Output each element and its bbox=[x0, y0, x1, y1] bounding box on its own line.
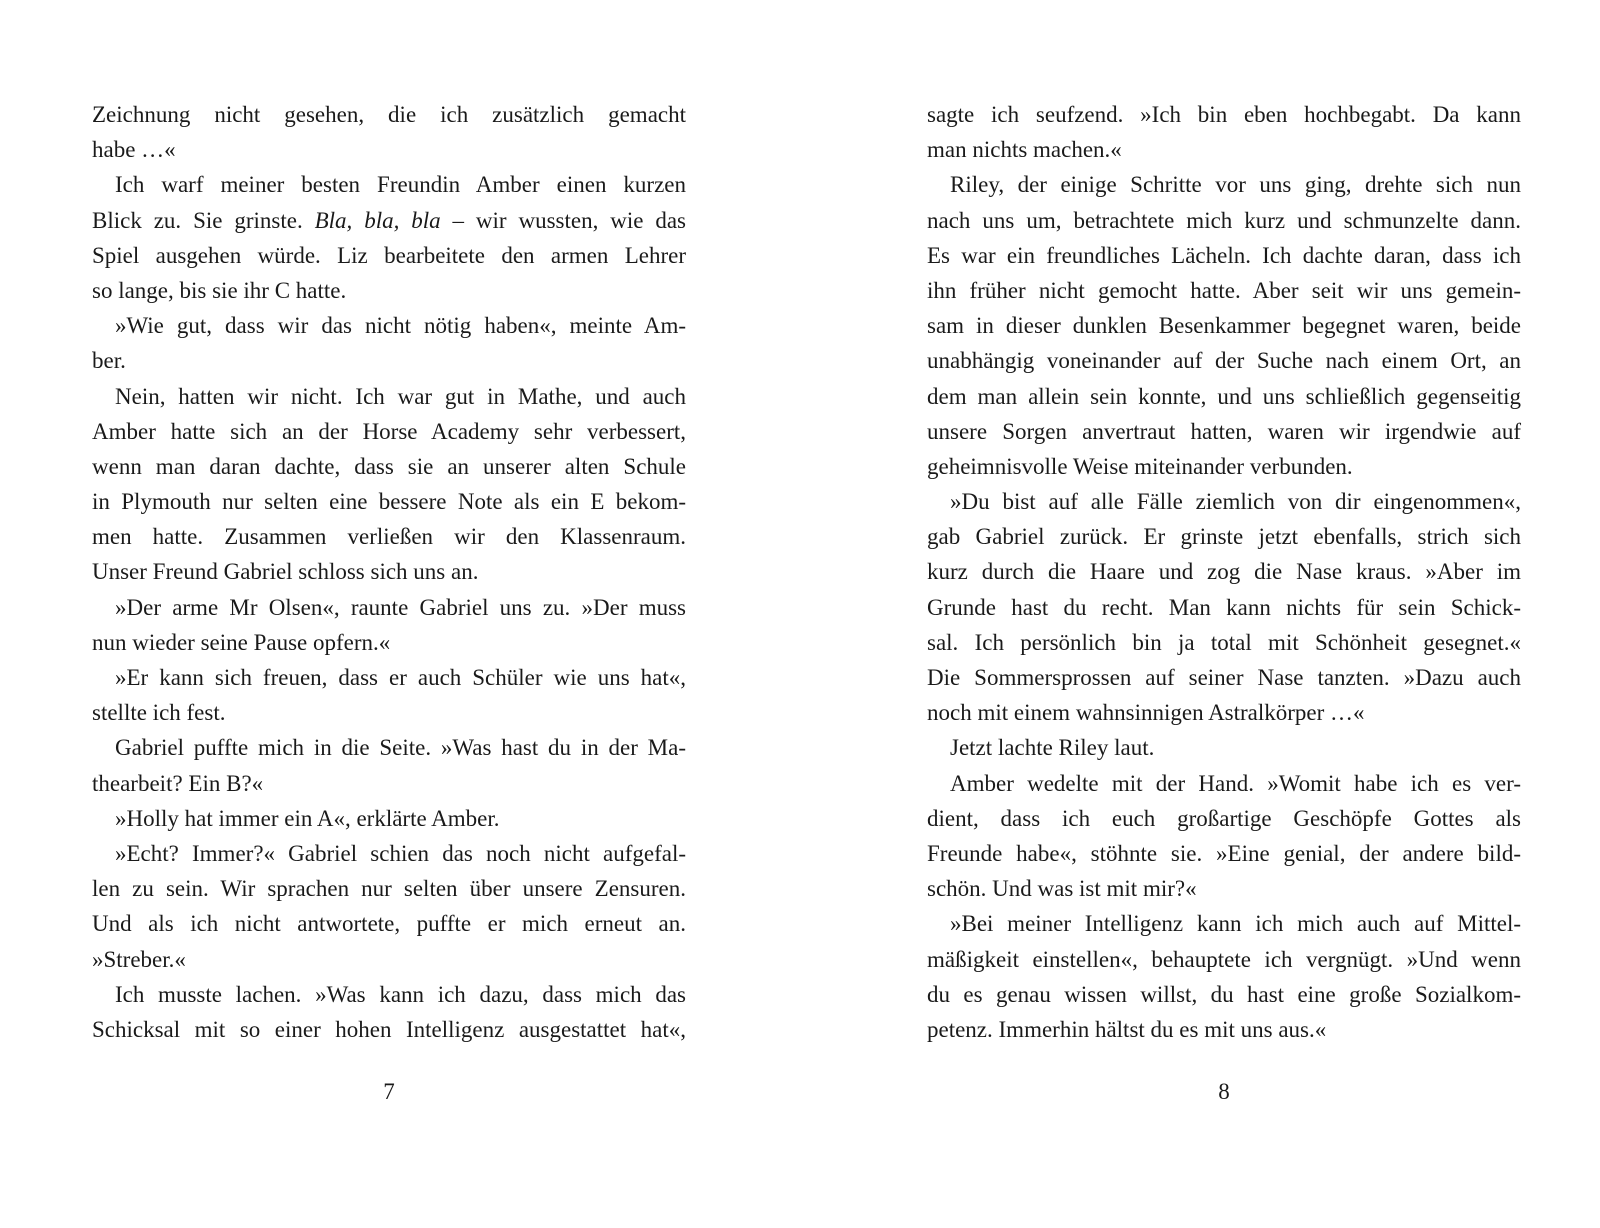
text-line: »Bei meiner Intelligenz kann ich mich auch auf Mittel- bbox=[950, 911, 1521, 937]
text-line: man nichts machen.« bbox=[927, 137, 1122, 163]
text-line: Amber hatte sich an der Horse Academy sehr verbessert, bbox=[92, 418, 686, 444]
text-line: sal. Ich persönlich bin ja total mit Schönheit gesegnet.« bbox=[927, 629, 1521, 655]
text-line: Jetzt lachte Riley laut. bbox=[950, 735, 1155, 761]
text-line bbox=[92, 203, 686, 238]
text-line: Schicksal mit so einer hohen Intelligenz ausgestattet hat«, bbox=[92, 1016, 686, 1042]
text-line: in Plymouth nur selten eine bessere Note als ein E bekom- bbox=[92, 489, 686, 515]
text-line: kurz durch die Haare und zog die Nase kraus. »Aber im bbox=[927, 559, 1521, 585]
text-line: geheimnisvolle Weise miteinander verbunden. bbox=[927, 453, 1353, 479]
text-line: »Du bist auf alle Fälle ziemlich von dir eingenommen«, bbox=[950, 489, 1521, 515]
text-segment: Blick zu. Sie grinste. bbox=[92, 207, 315, 233]
text-line: stellte ich fest. bbox=[92, 700, 226, 726]
text-line: nach uns um, betrachtete mich kurz und schmunzelte dann. bbox=[927, 207, 1521, 233]
text-line: Amber wedelte mit der Hand. »Womit habe ich es ver- bbox=[950, 770, 1521, 796]
text-line: Ich musste lachen. »Was kann ich dazu, dass mich das bbox=[115, 981, 686, 1007]
text-line: ihn früher nicht gemocht hatte. Aber seit wir uns gemein- bbox=[927, 277, 1521, 303]
text-line: len zu sein. Wir sprachen nur selten über unsere Zensuren. bbox=[92, 876, 686, 902]
text-line: »Streber.« bbox=[92, 946, 186, 972]
text-line: »Er kann sich freuen, dass er auch Schüler wie uns hat«, bbox=[115, 665, 686, 690]
text-line: Grunde hast du recht. Man kann nichts für sein Schick- bbox=[927, 594, 1521, 620]
text-line: du es genau wissen willst, du hast eine große Sozialkom- bbox=[927, 981, 1521, 1007]
text-line: Unser Freund Gabriel schloss sich uns an. bbox=[92, 559, 479, 585]
left-page-text bbox=[92, 97, 686, 1047]
text-line: unabhängig voneinander auf der Suche nach einem Ort, an bbox=[927, 348, 1521, 374]
text-line: habe …« bbox=[92, 137, 176, 163]
text-line: gab Gabriel zurück. Er grinste jetzt ebenfalls, strich sich bbox=[927, 524, 1521, 550]
text-line: Ich warf meiner besten Freundin Amber einen kurzen bbox=[115, 172, 686, 198]
text-line: Nein, hatten wir nicht. Ich war gut in Mathe, und auch bbox=[115, 383, 686, 409]
text-line: Und als ich nicht antwortete, puffte er mich erneut an. bbox=[92, 911, 686, 937]
text-line: »Der arme Mr Olsen«, raunte Gabriel uns zu. »Der muss bbox=[115, 594, 686, 620]
text-line: Zeichnung nicht gesehen, die ich zusätzlich gemacht bbox=[92, 102, 686, 127]
text-line: schön. Und was ist mit mir?« bbox=[927, 876, 1197, 902]
text-line: dient, dass ich euch großartige Geschöpfe Gottes als bbox=[927, 805, 1521, 831]
text-line: wenn man daran dachte, dass sie an unserer alten Schule bbox=[92, 453, 686, 479]
text-line: Freunde habe«, stöhnte sie. »Eine genial, der andere bild- bbox=[927, 840, 1521, 866]
right-page-number: 8 bbox=[1218, 1079, 1230, 1104]
text-line: »Echt? Immer?« Gabriel schien das noch nicht aufgefal- bbox=[115, 840, 686, 866]
text-line: unsere Sorgen anvertraut hatten, waren wir irgendwie auf bbox=[927, 418, 1521, 444]
text-line: Riley, der einige Schritte vor uns ging, drehte sich nun bbox=[950, 172, 1521, 198]
left-page-number: 7 bbox=[383, 1079, 395, 1104]
text-line: sagte ich seufzend. »Ich bin eben hochbegabt. Da kann bbox=[927, 102, 1521, 127]
text-line: petenz. Immerhin hältst du es mit uns aus.« bbox=[927, 1016, 1327, 1042]
right-page bbox=[800, 0, 1600, 1228]
text-line: mäßigkeit einstellen«, behauptete ich vergnügt. »Und wenn bbox=[927, 946, 1521, 972]
text-line: nun wieder seine Pause opfern.« bbox=[92, 629, 391, 655]
italic-text: Bla, bla, bla bbox=[314, 207, 441, 233]
text-line: sam in dieser dunklen Besenkammer begegnet waren, beide bbox=[927, 313, 1521, 339]
text-line: Spiel ausgehen würde. Liz bearbeitete den armen Lehrer bbox=[92, 242, 686, 268]
right-page-text bbox=[927, 97, 1521, 1047]
text-line: men hatte. Zusammen verließen wir den Klassenraum. bbox=[92, 524, 686, 550]
text-line: »Wie gut, dass wir das nicht nötig haben«, meinte Am- bbox=[115, 313, 686, 339]
text-line: dem man allein sein konnte, und uns schließlich gegenseitig bbox=[927, 383, 1521, 409]
text-line: Es war ein freundliches Lächeln. Ich dachte daran, dass ich bbox=[927, 242, 1521, 268]
text-line: so lange, bis sie ihr C hatte. bbox=[92, 277, 347, 303]
text-line: noch mit einem wahnsinnigen Astralkörper …« bbox=[927, 700, 1365, 726]
text-line: thearbeit? Ein B?« bbox=[92, 770, 264, 796]
text-line: Die Sommersprossen auf seiner Nase tanzten. »Dazu auch bbox=[927, 665, 1521, 690]
text-line: »Holly hat immer ein A«, erklärte Amber. bbox=[115, 805, 500, 831]
text-segment: – wir wussten, wie das bbox=[440, 207, 686, 233]
text-line: ber. bbox=[92, 348, 126, 374]
text-line: Gabriel puffte mich in die Seite. »Was hast du in der Ma- bbox=[115, 735, 686, 761]
